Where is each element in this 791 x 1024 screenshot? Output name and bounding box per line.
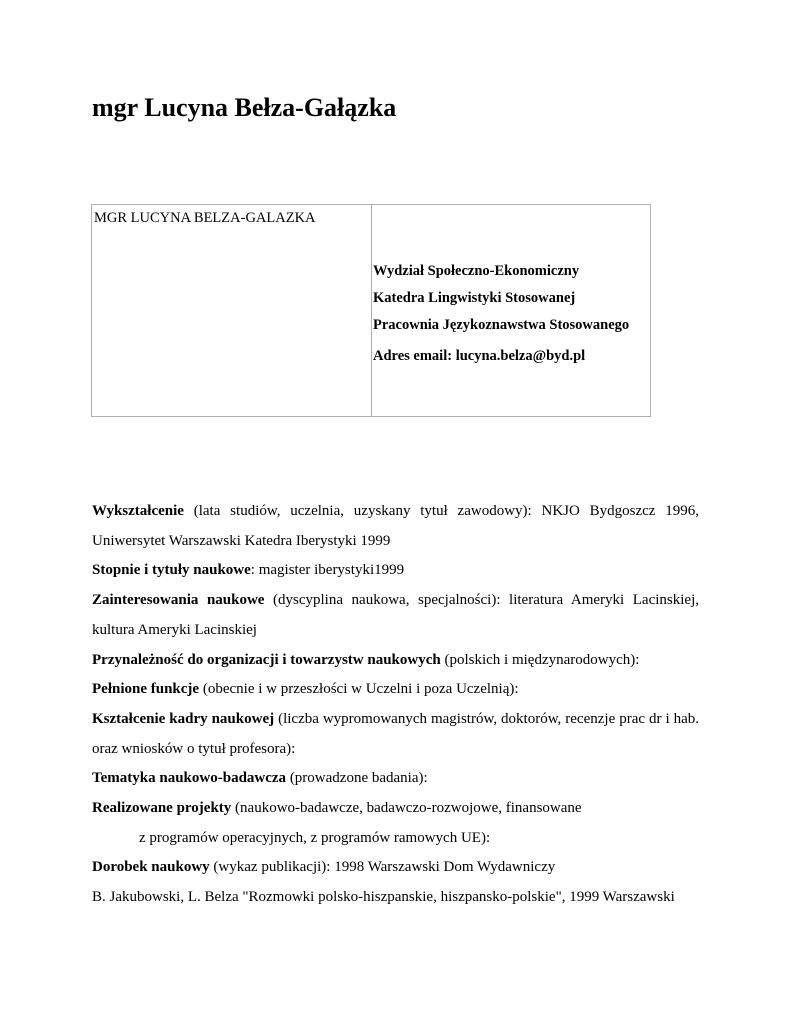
functions-section (92, 675, 699, 705)
chair-name: Katedra Lingwistyki Stosowanej (373, 290, 576, 306)
degrees-label: Stopnie i tytuły naukowe (92, 562, 251, 579)
education-label: Wykształcenie (92, 503, 184, 519)
memberships-label: Przynależność do organizacji i towarzystw naukowych (92, 651, 441, 668)
education-section (92, 497, 699, 556)
training-label: Kształcenie kadry naukowej (92, 710, 275, 727)
memberships-text: (polskich i międzynarodowych): (440, 651, 640, 668)
affiliation-block (372, 205, 650, 366)
interests-section (92, 586, 699, 645)
education-text: (lata studiów, uczelnia, uzyskany tytuł zawodowy): NKJO Bydgoszcz 1996, Uniwersytet Warszawski Katedra Iberystyki 1999 (92, 503, 699, 549)
projects-text-continued: z programów operacyjnych, z programów ramowych UE): (139, 829, 491, 846)
functions-label: Pełnione funkcje (92, 681, 200, 698)
lab-name: Pracownia Językoznawstwa Stosowanego (373, 317, 630, 333)
cv-content (92, 497, 699, 913)
department-name: Wydział Społeczno-Ekonomiczny (373, 263, 580, 279)
projects-label: Realizowane projekty (92, 800, 232, 817)
functions-text: (obecnie i w przeszłości w Uczelni i poza Uczelnią): (199, 681, 519, 698)
projects-text: (naukowo-badawcze, badawczo-rozwojowe, finansowane (231, 800, 582, 817)
staff-name: MGR LUCYNA BELZA-GALAZKA (94, 210, 316, 226)
email-address: Adres email: lucyna.belza@byd.pl (373, 348, 586, 364)
training-section (92, 705, 699, 764)
affiliation-cell (372, 205, 651, 417)
publications-label: Dorobek naukowy (92, 859, 210, 876)
memberships-section (92, 646, 699, 676)
contact-info-table (91, 204, 651, 417)
publications-section (92, 853, 699, 883)
research-section (92, 764, 699, 794)
interests-text: (dyscyplina naukowa, specjalności): literatura Ameryki Lacinskiej, kultura Ameryki Lacinskiej (92, 592, 699, 638)
publication-entry: B. Jakubowski, L. Belza "Rozmowki polsko-hiszpanskie, hiszpansko-polskie", 1999 Warszawski (92, 889, 675, 906)
name-cell (92, 205, 372, 417)
degrees-section (92, 556, 699, 586)
training-text: (liczba wypromowanych magistrów, doktorów, recenzje prac dr i hab. oraz wniosków o tytuł profesora): (92, 710, 699, 757)
publications-text: (wykaz publikacji): 1998 Warszawski Dom Wydawniczy (209, 859, 556, 876)
research-text: (prowadzone badania): (286, 770, 428, 787)
page-title: mgr Lucyna Bełza-Gałązka (92, 93, 397, 122)
interests-label: Zainteresowania naukowe (92, 592, 265, 609)
projects-section (92, 794, 699, 853)
research-label: Tematyka naukowo-badawcza (92, 770, 287, 787)
degrees-text: : magister iberystyki1999 (250, 562, 405, 579)
